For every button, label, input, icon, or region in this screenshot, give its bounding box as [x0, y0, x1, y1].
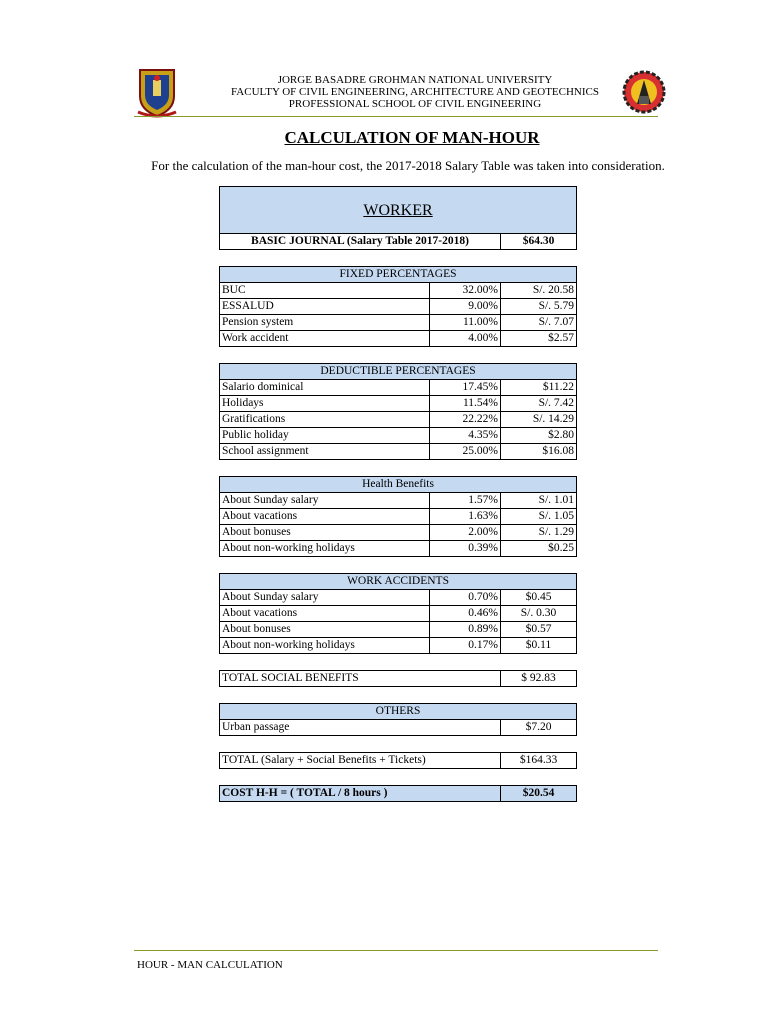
worker-heading: WORKER: [220, 187, 577, 234]
table-row: [220, 396, 577, 412]
footer-caption: HOUR - MAN CALCULATION: [137, 959, 283, 971]
row-amount: S/. 1.01: [501, 493, 577, 509]
row-amount: $7.20: [501, 720, 577, 736]
row-percent: 0.17%: [430, 638, 501, 654]
table-row: [220, 299, 577, 315]
table-row: [220, 525, 577, 541]
basic-journal-value: $64.30: [501, 234, 577, 250]
table-row: [220, 606, 577, 622]
row-label: Gratifications: [220, 412, 430, 428]
row-amount: S/. 7.42: [501, 396, 577, 412]
row-percent: 0.70%: [430, 590, 501, 606]
table-row: [220, 444, 577, 460]
row-amount: $0.11: [501, 638, 577, 654]
total-label: TOTAL (Salary + Social Benefits + Tickets): [220, 753, 501, 769]
fixed-heading: FIXED PERCENTAGES: [220, 267, 577, 283]
row-label: ESSALUD: [220, 299, 430, 315]
row-percent: 0.46%: [430, 606, 501, 622]
row-label: Urban passage: [220, 720, 501, 736]
deductible-heading: DEDUCTIBLE PERCENTAGES: [220, 364, 577, 380]
row-amount: $16.08: [501, 444, 577, 460]
table-row: [220, 720, 577, 736]
header-divider: [134, 116, 658, 117]
table-row: [220, 638, 577, 654]
header-faculty: FACULTY OF CIVIL ENGINEERING, ARCHITECTURE AND GEOTECHNICS: [231, 86, 599, 98]
row-percent: 25.00%: [430, 444, 501, 460]
table-row: [220, 331, 577, 347]
total-social-label: TOTAL SOCIAL BENEFITS: [220, 671, 501, 687]
row-label: Work accident: [220, 331, 430, 347]
basic-journal-label: BASIC JOURNAL (Salary Table 2017-2018): [220, 234, 501, 250]
header-school: PROFESSIONAL SCHOOL OF CIVIL ENGINEERING: [288, 98, 542, 110]
row-percent: 1.63%: [430, 509, 501, 525]
row-amount: S/. 20.58: [501, 283, 577, 299]
footer-divider: [134, 950, 658, 951]
table-row: [220, 622, 577, 638]
row-percent: 4.00%: [430, 331, 501, 347]
row-label: About non-working holidays: [220, 541, 430, 557]
row-percent: 1.57%: [430, 493, 501, 509]
row-percent: 11.00%: [430, 315, 501, 331]
university-seal-icon: [134, 66, 180, 118]
row-label: About bonuses: [220, 525, 430, 541]
row-label: About non-working holidays: [220, 638, 430, 654]
cost-label: COST H-H = ( TOTAL / 8 hours ): [220, 786, 501, 802]
total-social-value: $ 92.83: [501, 671, 577, 687]
table-row: [220, 412, 577, 428]
table-row: [220, 541, 577, 557]
row-label: About Sunday salary: [220, 590, 430, 606]
table-row: [220, 590, 577, 606]
row-percent: 9.00%: [430, 299, 501, 315]
row-amount: S/. 0.30: [501, 606, 577, 622]
table-row: [220, 493, 577, 509]
row-percent: 0.89%: [430, 622, 501, 638]
table-row: [220, 380, 577, 396]
row-label: About vacations: [220, 606, 430, 622]
table-row: [220, 315, 577, 331]
row-amount: $0.25: [501, 541, 577, 557]
row-percent: 22.22%: [430, 412, 501, 428]
row-amount: S/. 7.07: [501, 315, 577, 331]
intro-paragraph: For the calculation of the man-hour cost, the 2017-2018 Salary Table was taken into consideration.: [151, 158, 665, 173]
header-university: JORGE BASADRE GROHMAN NATIONAL UNIVERSITY: [277, 74, 553, 86]
row-amount: S/. 1.05: [501, 509, 577, 525]
row-percent: 32.00%: [430, 283, 501, 299]
row-amount: $0.45: [501, 590, 577, 606]
health-heading: Health Benefits: [220, 477, 577, 493]
row-amount: $11.22: [501, 380, 577, 396]
row-label: About bonuses: [220, 622, 430, 638]
row-amount: $0.57: [501, 622, 577, 638]
row-label: School assignment: [220, 444, 430, 460]
page-title: CALCULATION OF MAN-HOUR: [284, 128, 540, 147]
row-amount: S/. 1.29: [501, 525, 577, 541]
row-amount: $2.57: [501, 331, 577, 347]
cost-value: $20.54: [501, 786, 577, 802]
table-row: [220, 283, 577, 299]
row-percent: 0.39%: [430, 541, 501, 557]
row-label: About vacations: [220, 509, 430, 525]
total-value: $164.33: [501, 753, 577, 769]
row-amount: $2.80: [501, 428, 577, 444]
others-heading: OTHERS: [220, 704, 577, 720]
row-percent: 17.45%: [430, 380, 501, 396]
row-amount: S/. 5.79: [501, 299, 577, 315]
accidents-heading: WORK ACCIDENTS: [220, 574, 577, 590]
row-amount: S/. 14.29: [501, 412, 577, 428]
institution-header: [190, 74, 640, 110]
row-label: Holidays: [220, 396, 430, 412]
row-label: BUC: [220, 283, 430, 299]
row-percent: 4.35%: [430, 428, 501, 444]
row-percent: 11.54%: [430, 396, 501, 412]
row-label: About Sunday salary: [220, 493, 430, 509]
row-label: Public holiday: [220, 428, 430, 444]
row-percent: 2.00%: [430, 525, 501, 541]
row-label: Pension system: [220, 315, 430, 331]
table-row: [220, 509, 577, 525]
table-row: [220, 428, 577, 444]
calculation-table: [219, 186, 576, 802]
row-label: Salario dominical: [220, 380, 430, 396]
